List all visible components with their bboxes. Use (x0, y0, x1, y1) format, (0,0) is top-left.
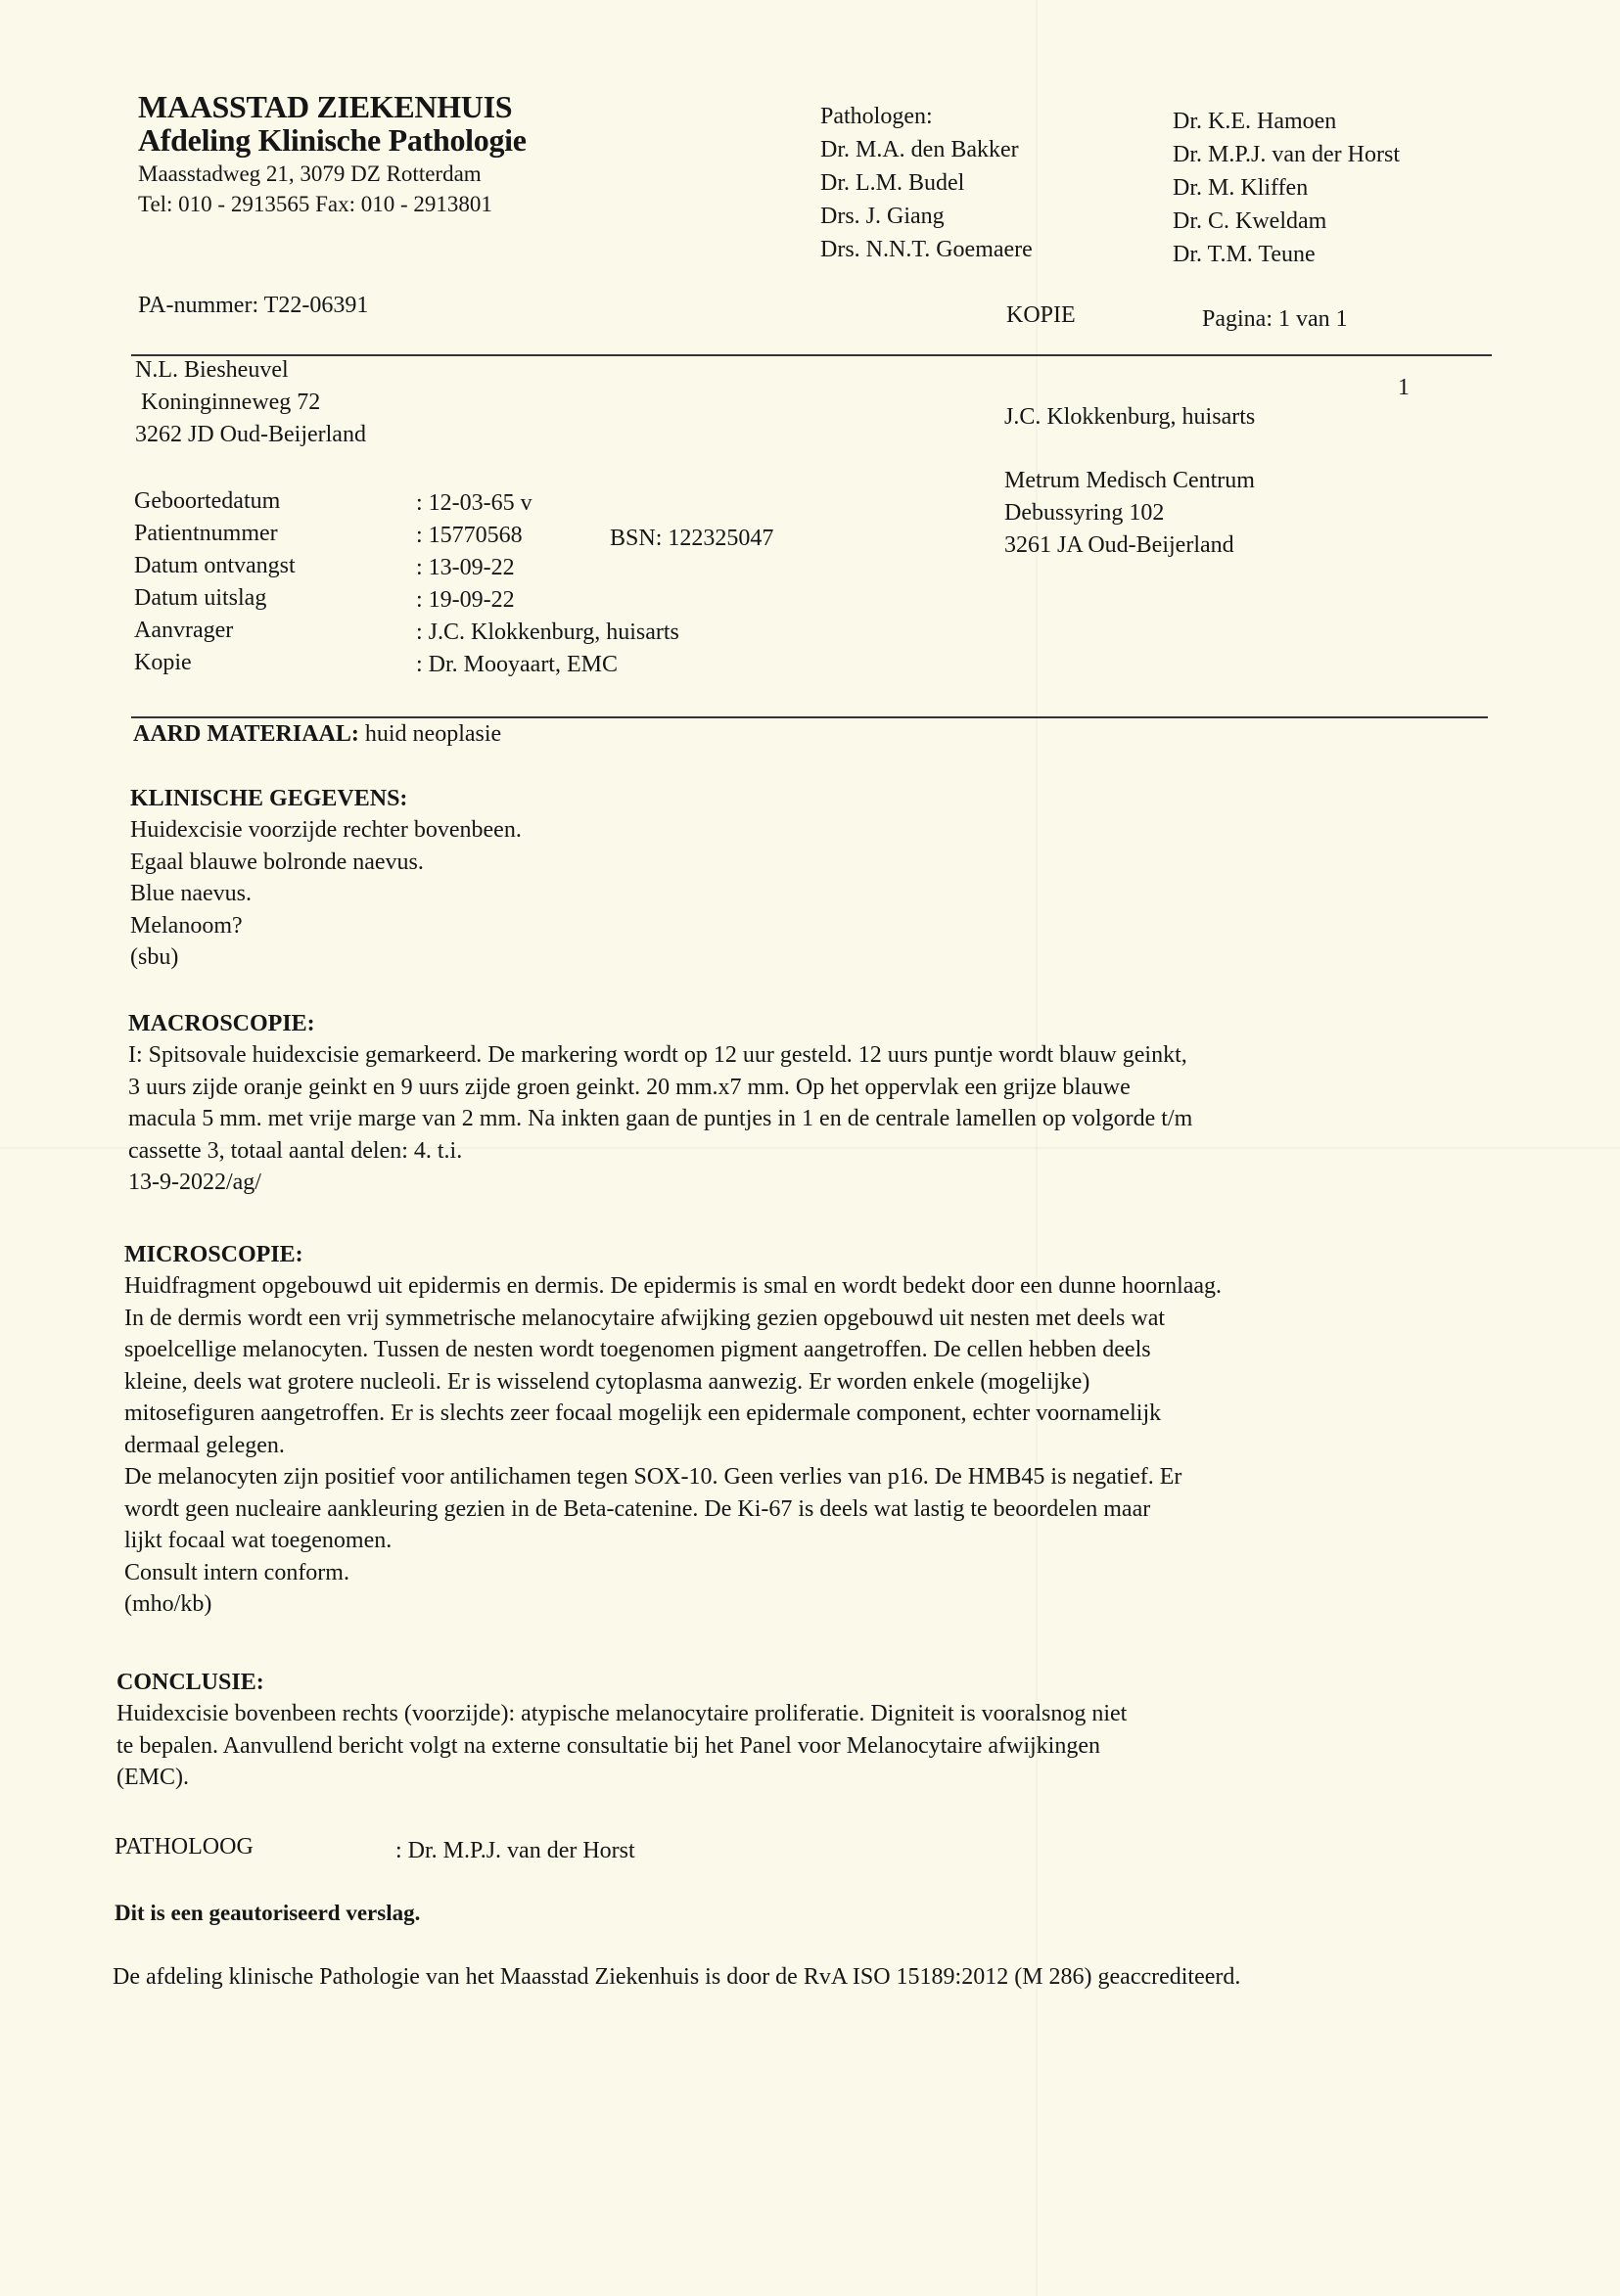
pathologist-name: Dr. C. Kweldam (1173, 208, 1327, 234)
macro-line: 13-9-2022/ag/ (128, 1170, 261, 1195)
patient-name: N.L. Biesheuvel (135, 357, 289, 383)
micro-line: De melanocyten zijn positief voor antilichamen tegen SOX-10. Geen verlies van p16. De HMB45 is negatief. Er (124, 1464, 1182, 1490)
recipient-name: J.C. Klokkenburg, huisarts (1004, 404, 1256, 430)
micro-line: dermaal gelegen. (124, 1432, 285, 1458)
conclusion-line: te bepalen. Aanvullend bericht volgt na externe consultatie bij het Panel voor Melanocytaire afwijkingen (116, 1732, 1100, 1759)
hospital-address: Maasstadweg 21, 3079 DZ Rotterdam (138, 161, 482, 186)
signature-label: PATHOLOOG (115, 1834, 254, 1860)
micro-line: spoelcellige melanocyten. Tussen de nesten wordt toegenomen pigment aangetroffen. De cellen hebben deels (124, 1337, 1151, 1362)
macro-line: I: Spitsovale huidexcisie gemarkeerd. De markering wordt op 12 uur gesteld. 12 uurs puntje wordt blauw geinkt, (128, 1042, 1187, 1068)
recipient-city: 3261 JA Oud-Beijerland (1004, 532, 1234, 558)
micro-line: In de dermis wordt een vrij symmetrische melanocytaire afwijking gezien opgebouwd uit nesten met deels wat (124, 1305, 1166, 1331)
signature-value: : Dr. M.P.J. van der Horst (395, 1838, 635, 1863)
detail-value: : J.C. Klokkenburg, huisarts (416, 620, 679, 645)
pathologist-name: Dr. M.A. den Bakker (820, 137, 1019, 162)
pathologist-name: Drs. N.N.T. Goemaere (820, 237, 1033, 262)
conclusion-section (116, 1667, 1127, 1794)
clinical-line: (sbu) (130, 944, 179, 970)
macro-section (128, 1008, 1192, 1199)
authorized-note: Dit is een geautoriseerd verslag. (115, 1901, 421, 1925)
page-label: Pagina: 1 van 1 (1202, 306, 1348, 332)
detail-value: : 12-03-65 v (416, 490, 532, 516)
page-mark: 1 (1398, 375, 1410, 400)
micro-line: wordt geen nucleaire aankleuring gezien in de Beta-catenine. De Ki-67 is deels wat lastig te beoordelen maar (124, 1495, 1151, 1522)
clinical-heading: KLINISCHE GEGEVENS: (130, 786, 408, 811)
detail-value: : 13-09-22 (416, 555, 515, 580)
pathologist-name: Dr. M. Kliffen (1173, 175, 1309, 201)
micro-section (124, 1239, 1222, 1621)
macro-line: cassette 3, totaal aantal delen: 4. t.i. (128, 1137, 463, 1164)
pathologist-name: Dr. L.M. Budel (820, 170, 965, 196)
pa-number: PA-nummer: T22-06391 (138, 293, 369, 318)
micro-heading: MICROSCOPIE: (124, 1242, 303, 1267)
hospital-phone: Tel: 010 - 2913565 Fax: 010 - 2913801 (138, 192, 492, 216)
letterhead (138, 90, 527, 219)
copy-label: KOPIE (1006, 302, 1076, 328)
micro-line: Consult intern conform. (124, 1559, 349, 1585)
macro-line: macula 5 mm. met vrije marge van 2 mm. Na inkten gaan de puntjes in 1 en de centrale lamellen op volgorde t/m (128, 1106, 1193, 1131)
clinical-line: Huidexcisie voorzijde rechter bovenbeen. (130, 817, 522, 843)
pathologists-list-2 (1173, 105, 1400, 271)
conclusion-heading: CONCLUSIE: (116, 1670, 264, 1695)
patient-city: 3262 JD Oud-Beijerland (135, 422, 366, 447)
patient-street: Koninginneweg 72 (141, 390, 321, 415)
pathologist-name: Dr. M.P.J. van der Horst (1173, 142, 1400, 167)
detail-label: Aanvrager (134, 618, 234, 643)
hospital-name: MAASSTAD ZIEKENHUIS (138, 89, 513, 124)
patient-details-labels (134, 485, 296, 679)
pathologist-name: Drs. J. Giang (820, 204, 945, 229)
material-line (133, 718, 501, 751)
macro-line: 3 uurs zijde oranje geinkt en 9 uurs zijde groen geinkt. 20 mm.x7 mm. Op het oppervlak een grijze blauwe (128, 1074, 1131, 1100)
micro-line: mitosefiguren aangetroffen. Er is slechts zeer focaal mogelijk een epidermale component, echter voornamelijk (124, 1401, 1162, 1426)
pathologist-name: Dr. K.E. Hamoen (1173, 109, 1337, 134)
detail-label: Datum ontvangst (134, 553, 296, 578)
micro-line: kleine, deels wat grotere nucleoli. Er is wisselend cytoplasma aanwezig. Er worden enkele (mogelijke) (124, 1368, 1090, 1395)
detail-label: Geboortedatum (134, 488, 281, 514)
macro-heading: MACROSCOPIE: (128, 1011, 315, 1036)
material-value: huid neoplasie (364, 721, 502, 747)
detail-label: Kopie (134, 650, 192, 675)
clinical-line: Blue naevus. (130, 881, 252, 906)
detail-value: : Dr. Mooyaart, EMC (416, 652, 618, 677)
detail-value: : 15770568 (416, 523, 523, 548)
detail-value: : 19-09-22 (416, 587, 515, 613)
department-name: Afdeling Klinische Pathologie (138, 122, 527, 158)
accreditation-note: De afdeling klinische Pathologie van het Maasstad Ziekenhuis is door de RvA ISO 15189:2012 (M 286) geaccrediteerd. (113, 1964, 1241, 1990)
detail-label: Datum uitslag (134, 585, 267, 611)
pathologists-list-1 (820, 100, 1033, 266)
recipient-street: Debussyring 102 (1004, 500, 1165, 526)
recipient-practice: Metrum Medisch Centrum (1004, 468, 1255, 493)
clinical-section (130, 783, 522, 974)
pathologist-name: Dr. T.M. Teune (1173, 242, 1316, 267)
pathologists-label: Pathologen: (820, 104, 933, 129)
patient-details-values (416, 487, 679, 681)
patient-address (135, 354, 366, 451)
recipient-address (1004, 465, 1255, 562)
detail-label: Patientnummer (134, 521, 278, 546)
conclusion-line: (EMC). (116, 1765, 189, 1790)
micro-line: lijkt focaal wat toegenomen. (124, 1528, 393, 1553)
clinical-line: Egaal blauwe bolronde naevus. (130, 849, 424, 875)
bsn: BSN: 122325047 (610, 526, 774, 551)
micro-line: Huidfragment opgebouwd uit epidermis en dermis. De epidermis is smal en wordt bedekt door een dunne hoornlaag. (124, 1273, 1223, 1299)
material-label: AARD MATERIAAL: (133, 721, 359, 747)
conclusion-line: Huidexcisie bovenbeen rechts (voorzijde): atypische melanocytaire proliferatie. Digniteit is vooralsnog niet (116, 1701, 1128, 1726)
micro-line: (mho/kb) (124, 1591, 212, 1617)
clinical-line: Melanoom? (130, 912, 243, 939)
